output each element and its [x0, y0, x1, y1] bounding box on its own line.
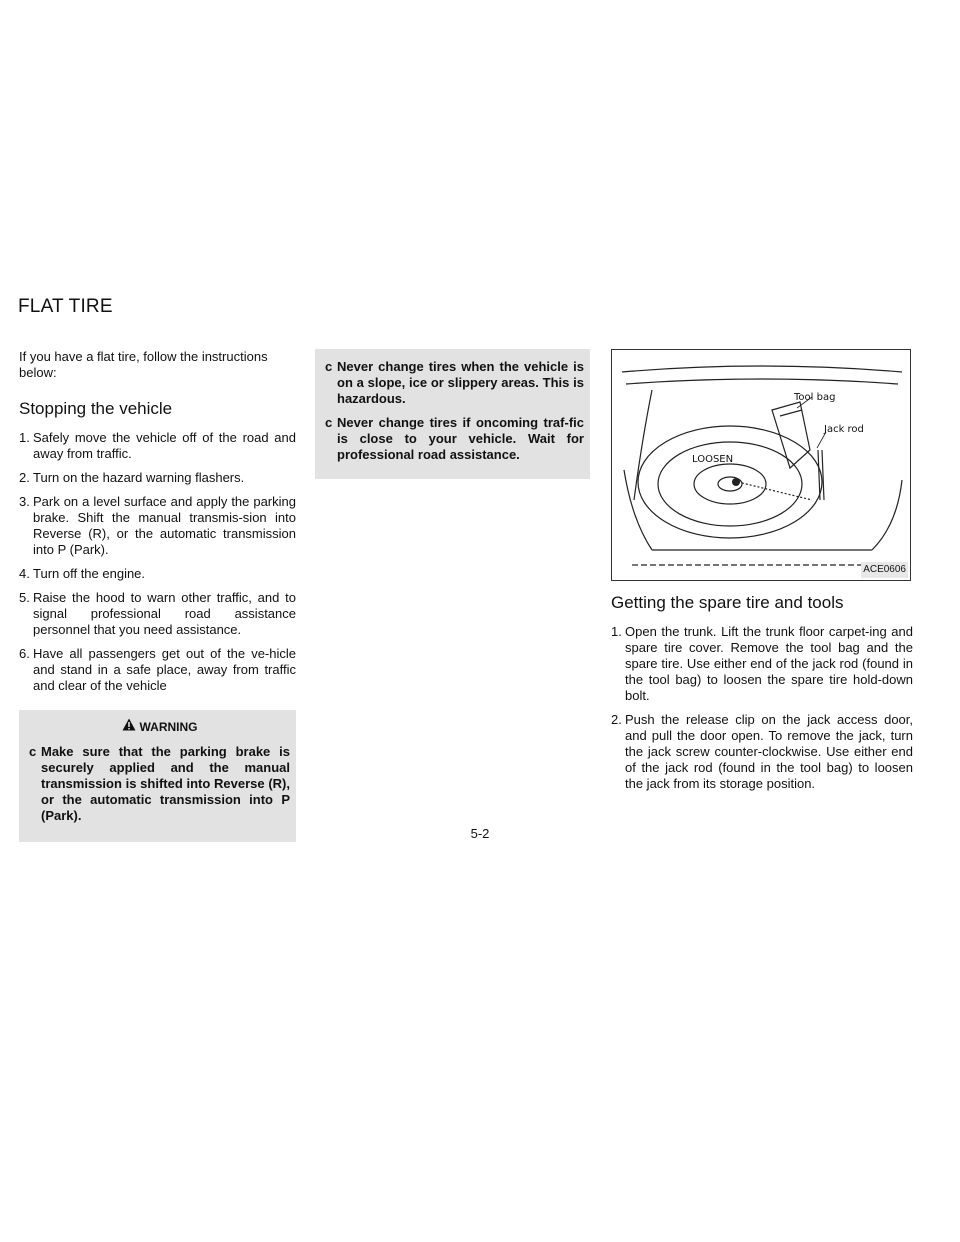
step-text: Turn on the hazard warning flashers.: [33, 470, 245, 485]
step-number: 5.: [19, 590, 30, 605]
warning-item: [29, 744, 290, 824]
trunk-illustration: [611, 349, 911, 581]
bullet-icon: c: [325, 415, 333, 430]
page-number: 5-2: [470, 826, 490, 841]
section-heading-spare: Getting the spare tire and tools: [611, 593, 844, 612]
warning-box-continued: [315, 349, 590, 479]
step-number: 6.: [19, 646, 30, 661]
list-item: [19, 590, 296, 638]
warning-item: [325, 415, 584, 463]
step-text: Push the release clip on the jack access door, and pull the door open. To remove the jack, turn the jack screw counter-clockwise. Use either end of the jack rod (found in the tool bag) to loosen the jack from its storage position.: [625, 712, 913, 791]
step-text: Open the trunk. Lift the trunk floor carpet-ing and spare tire cover. Remove the tool bag and the spare tire. Use either end of the jack rod (found in the tool bag) to loosen the spare tire hold-down bolt.: [625, 624, 913, 703]
list-item: [611, 712, 913, 792]
step-number: 2.: [611, 712, 622, 727]
bullet-icon: c: [325, 359, 333, 374]
warning-header: [29, 718, 290, 735]
step-number: 1.: [611, 624, 622, 639]
list-item: [19, 646, 296, 694]
column-middle: [315, 349, 590, 479]
intro-text: If you have a flat tire, follow the instructions below:: [19, 349, 268, 380]
warning-item-text: Never change tires when the vehicle is on a slope, ice or slippery areas. This is hazardous.: [337, 359, 584, 406]
step-text: Turn off the engine.: [33, 566, 146, 581]
list-item: [19, 494, 296, 558]
warning-box: [19, 710, 296, 842]
column-left: [19, 349, 296, 842]
figure-label-jack-rod: Jack rod: [824, 424, 864, 435]
list-item: [611, 624, 913, 704]
step-number: 4.: [19, 566, 30, 581]
column-right: [611, 349, 913, 800]
step-text: Safely move the vehicle off of the road and away from traffic.: [33, 430, 296, 461]
trunk-drawing: [612, 350, 910, 580]
step-text: Have all passengers get out of the ve-hicle and stand in a safe place, away from traffic and clear of the vehicle: [33, 646, 296, 693]
warning-item-text: Make sure that the parking brake is securely applied and the manual transmission is shifted into Reverse (R), or the automatic transmission into P (Park).: [41, 744, 290, 823]
spare-steps-list: [611, 624, 913, 792]
step-number: 2.: [19, 470, 30, 485]
figure-label-tool-bag: Tool bag: [794, 392, 836, 403]
list-item: [19, 566, 296, 582]
warning-item-text: Never change tires if oncoming traf-fic is close to your vehicle. Wait for professional road assistance.: [337, 415, 584, 462]
step-number: 1.: [19, 430, 30, 445]
step-text: Raise the hood to warn other traffic, and to signal professional road assistance personnel that you need assistance.: [33, 590, 296, 637]
list-item: [19, 470, 296, 486]
bullet-icon: c: [29, 744, 37, 759]
figure-code: ACE0606: [861, 562, 908, 578]
warning-triangle-icon: [122, 718, 136, 735]
list-item: [19, 430, 296, 462]
section-heading-stopping: Stopping the vehicle: [19, 399, 173, 418]
stopping-steps-list: [19, 430, 296, 694]
figure-label-loosen: LOOSEN: [692, 454, 734, 465]
step-text: Park on a level surface and apply the parking brake. Shift the manual transmis-sion into Reverse (R), or the automatic transmission into P (Park).: [33, 494, 296, 557]
warning-item: [325, 359, 584, 407]
page-title: FLAT TIRE: [18, 296, 113, 317]
warning-label: WARNING: [139, 719, 198, 734]
step-number: 3.: [19, 494, 30, 509]
